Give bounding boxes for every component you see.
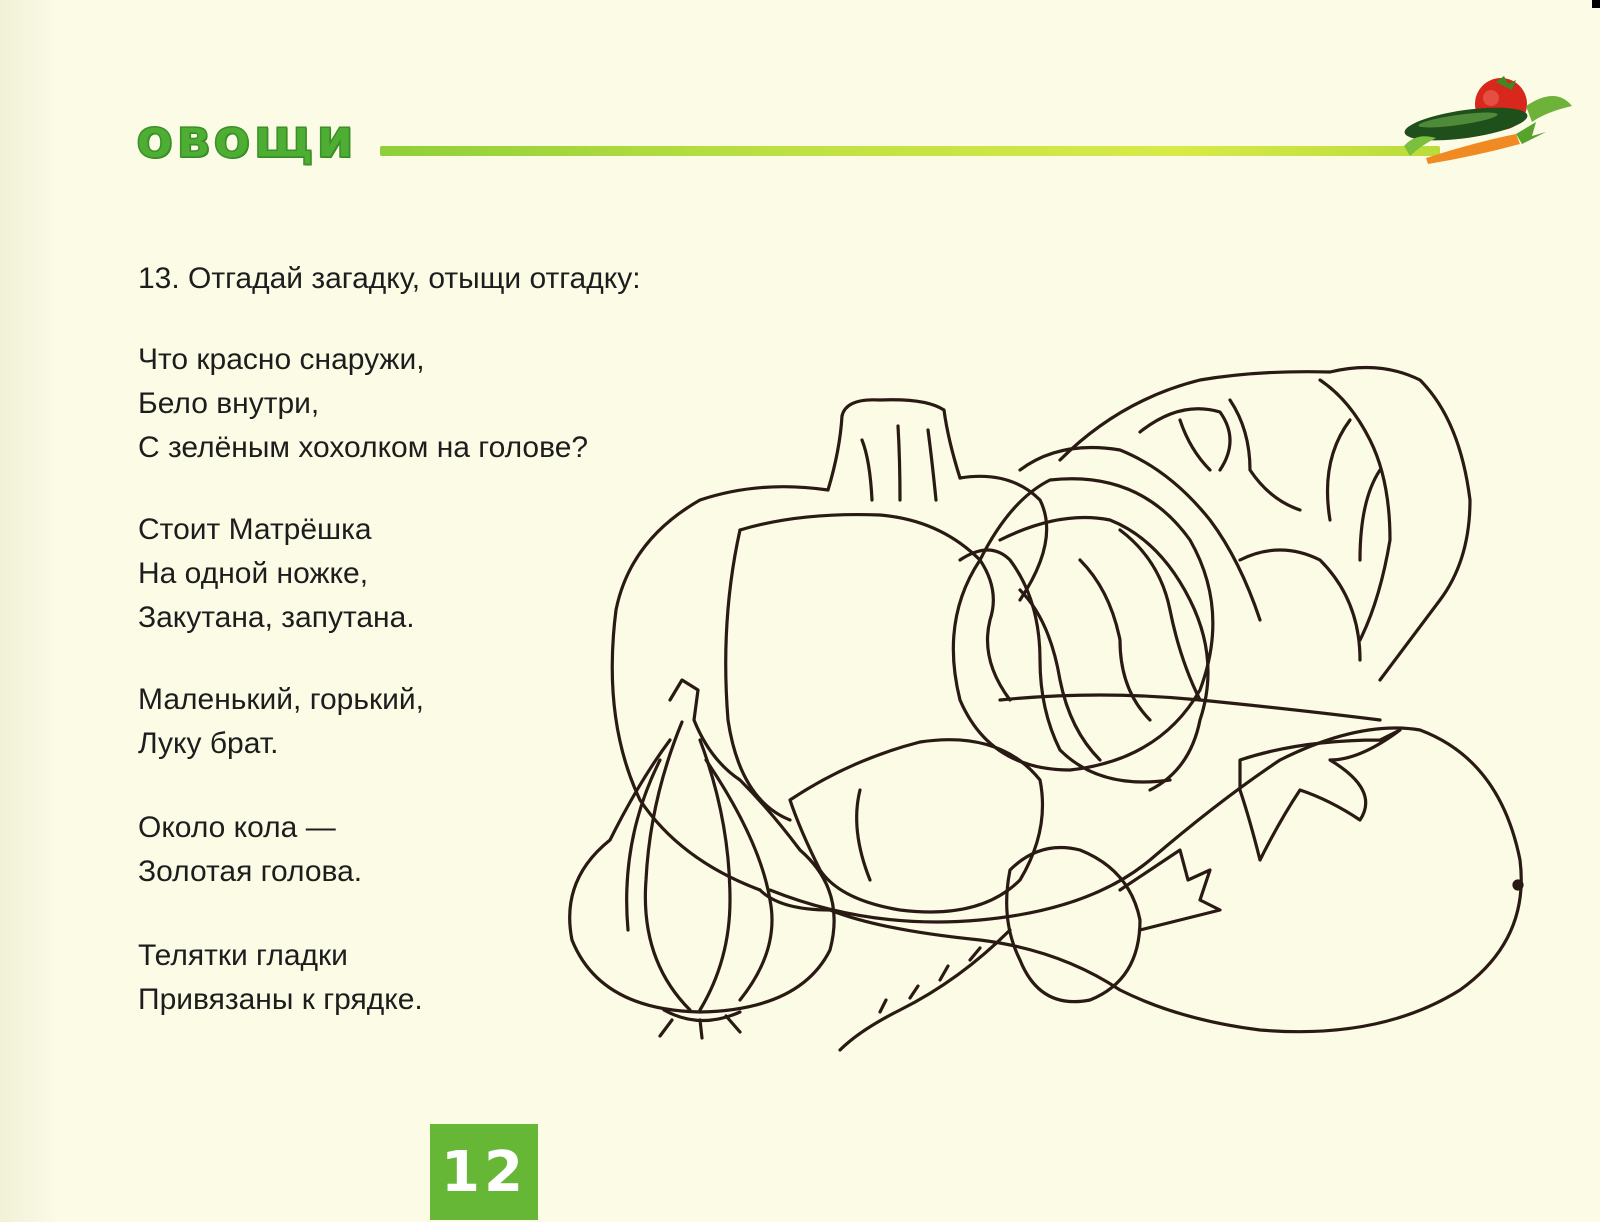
vegetables-outline-puzzle-icon [560,350,1550,1070]
riddle-line: С зелёным хохолком на голове? [138,431,589,464]
riddle-line: Маленький, горький, [138,683,424,716]
riddle-line: Стоит Матрёшка [138,513,372,546]
riddle-line: Что красно снаружи, [138,343,425,376]
riddle-line: Телятки гладки [138,939,348,972]
riddle-line: Около кола — [138,811,336,844]
page-number: 12 [430,1124,538,1220]
riddle-1 [138,338,588,470]
riddle-line: Привязаны к грядке. [138,983,423,1016]
task-prompt: 13. Отгадай загадку, отыщи отгадку: [138,262,641,295]
page-title: овощи [136,107,357,170]
riddle-line: Закутана, запутана. [138,601,415,634]
riddle-line: На одной ножке, [138,557,369,590]
title-rule [380,146,1440,156]
riddle-line: Бело внутри, [138,387,320,420]
riddle-4 [138,806,362,894]
corner-mark [1592,0,1600,8]
vegetables-corner-icon [1396,76,1576,176]
riddle-line: Луку брат. [138,727,279,760]
page-gutter [0,0,58,1222]
riddle-5 [138,934,423,1022]
riddle-2 [138,508,415,640]
riddle-3 [138,678,424,766]
riddle-line: Золотая голова. [138,855,363,888]
